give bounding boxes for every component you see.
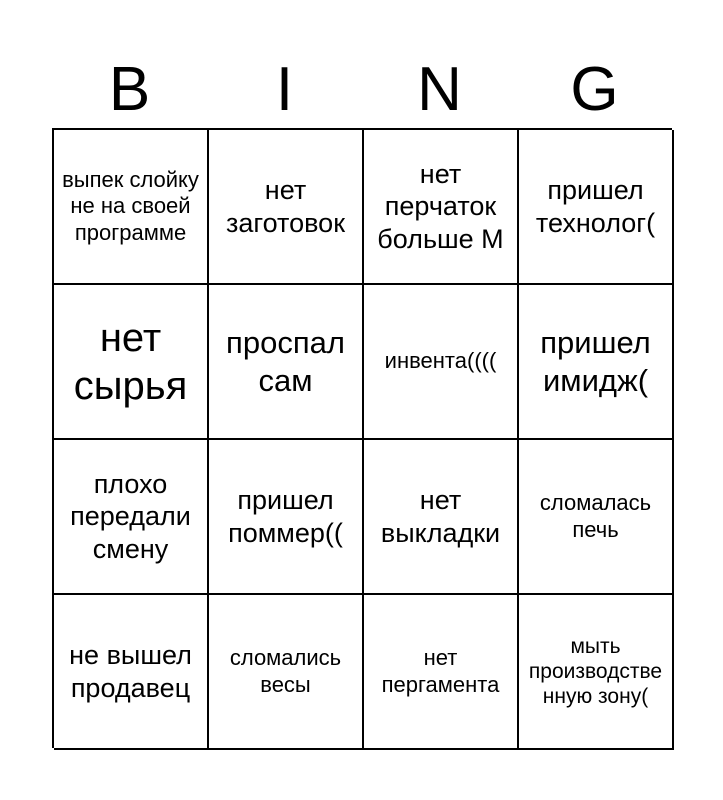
bingo-cell[interactable] (209, 595, 364, 750)
cell-text: мыть производственную зону( (528, 634, 663, 709)
cell-text: инвента(((( (384, 348, 497, 374)
bingo-cell[interactable] (519, 130, 674, 285)
cell-text: нет заготовок (225, 175, 346, 238)
bingo-cell[interactable] (519, 285, 674, 440)
cell-text: выпек слойку не на своей программе (62, 166, 199, 245)
bingo-header (52, 52, 672, 128)
header-letter-g: G (570, 55, 619, 124)
bingo-cell[interactable] (209, 440, 364, 595)
cell-text: пришел поммер(( (228, 485, 343, 548)
cell-text: плохо передали смену (70, 468, 191, 564)
cell-text: нет выкладки (380, 485, 501, 548)
bingo-cell[interactable] (209, 130, 364, 285)
cell-text: не вышел продавец (69, 640, 192, 703)
bingo-cell[interactable] (519, 440, 674, 595)
cell-text: сломалась печь (539, 490, 652, 542)
cell-text: пришел технолог( (535, 175, 656, 238)
bingo-cell[interactable] (364, 285, 519, 440)
bingo-cell[interactable] (364, 595, 519, 750)
cell-text: нет перчаток больше М (377, 158, 504, 254)
header-letter-i: I (275, 55, 294, 124)
bingo-cell[interactable] (364, 440, 519, 595)
bingo-cell[interactable] (54, 595, 209, 750)
bingo-cell[interactable] (54, 440, 209, 595)
bingo-cell[interactable] (519, 595, 674, 750)
bingo-board (52, 128, 672, 748)
header-letter-n: N (417, 55, 462, 124)
cell-text: проспал сам (226, 325, 345, 398)
cell-text: сломались весы (229, 645, 342, 697)
cell-text: пришел имидж( (540, 325, 651, 398)
bingo-cell[interactable] (209, 285, 364, 440)
cell-text: нет пергамента (381, 645, 500, 697)
bingo-cell[interactable] (54, 285, 209, 440)
bingo-cell[interactable] (364, 130, 519, 285)
cell-text: нет сырья (73, 315, 188, 408)
bingo-cell[interactable] (54, 130, 209, 285)
header-letter-b: B (108, 55, 151, 124)
